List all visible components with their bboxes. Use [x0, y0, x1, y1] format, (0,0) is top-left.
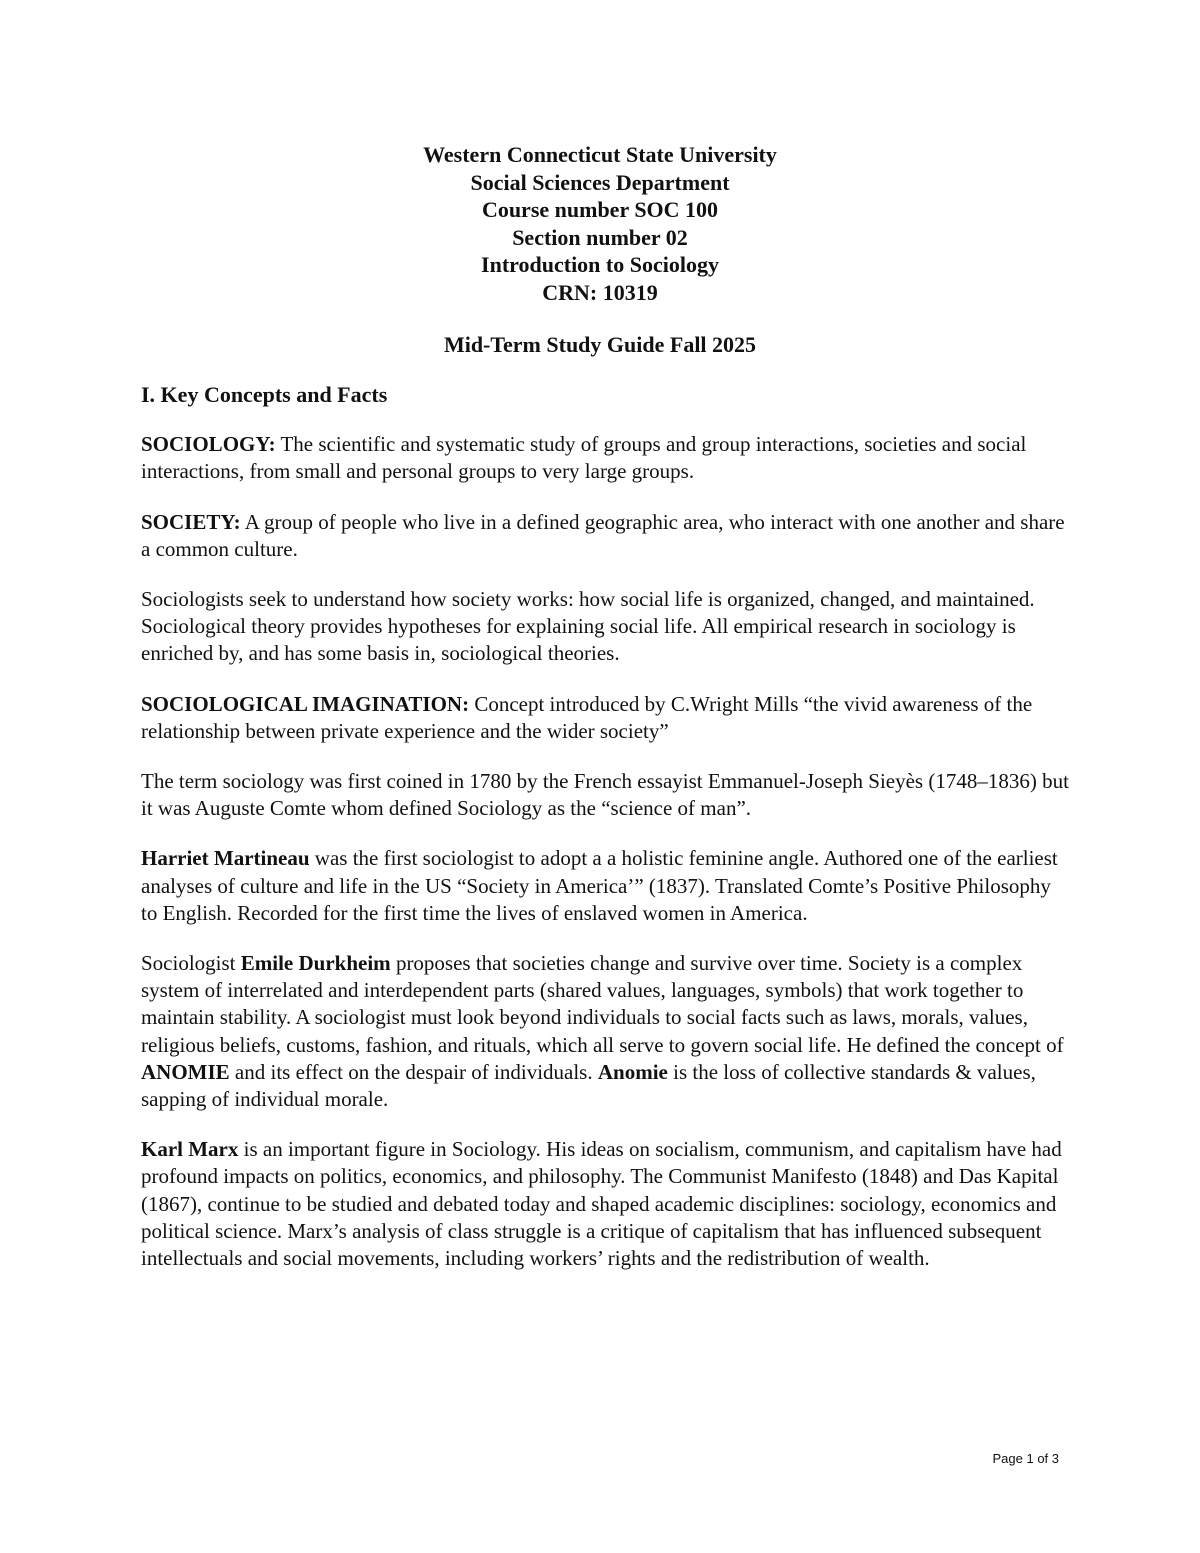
- sociological-imagination-term: SOCIOLOGICAL IMAGINATION:: [141, 691, 470, 716]
- anomie-term: Anomie: [597, 1059, 668, 1084]
- durkheim-text-1: proposes that societies change and survive over time. Society is a complex system of interrelated and interdependent parts (shared values, languages, symbols) that work together to maintain stability. A sociologist must look beyond individuals to social facts such as laws, morals, values, religious beliefs, customs, fashion, and rituals, which all serve to govern social life. He defined the concept of: [141, 951, 1064, 1057]
- course-title: Introduction to Sociology: [481, 252, 719, 277]
- course-number: Course number SOC 100: [481, 197, 719, 222]
- marx-paragraph: [141, 1136, 1071, 1272]
- section-number: Section number 02: [512, 224, 688, 250]
- page-number: Page 1 of 3: [992, 1451, 1059, 1466]
- marx-name: Karl Marx: [141, 1137, 239, 1162]
- martineau-name: Harriet Martineau: [141, 846, 310, 871]
- document-body: [141, 381, 1071, 1295]
- sociological-imagination-text: Concept introduced by C.Wright Mills “the vivid awareness of the relationship between private experience and the wider society”: [141, 691, 1033, 743]
- marx-text: is an important figure in Sociology. His ideas on socialism, communism, and capitalism have had profound impacts on politics, economics, and philosophy. The Communist Manifesto (1848) and Das Kapital (1867), continue to be studied and debated today and shaped academic disciplines: sociology, economics and political science. Marx’s analysis of class struggle is a critique of capitalism that has influenced subsequent intellectuals and social movements, including workers’ rights and the redistribution of wealth.: [141, 1137, 1062, 1271]
- society-definition: [141, 509, 1071, 563]
- society-text: A group of people who live in a defined geographic area, who interact with one another and share a common culture.: [141, 509, 1065, 561]
- sociology-text: The scientific and systematic study of groups and group interactions, societies and social interactions, from small and personal groups to very large groups.: [141, 432, 1027, 484]
- guide-title: Mid-Term Study Guide Fall 2025: [443, 332, 757, 357]
- document-header: [0, 141, 1200, 306]
- sociology-term: SOCIOLOGY:: [141, 432, 276, 457]
- durkheim-paragraph: [141, 950, 1071, 1113]
- crn: CRN: 10319: [542, 279, 658, 305]
- term-origin-paragraph: The term sociology was first coined in 1780 by the French essayist Emmanuel-Joseph Sieyès (1748–1836) but it was Auguste Comte whom defined Sociology as the “science of man”.: [141, 769, 1069, 821]
- section-heading: I. Key Concepts and Facts: [141, 382, 388, 407]
- university-name: Western Connecticut State University: [423, 142, 777, 167]
- sociologists-paragraph: Sociologists seek to understand how society works: how social life is organized, changed, and maintained. Sociological theory provides hypotheses for explaining social life. All empirical research in sociology is enriched by, and has some basis in, sociological theories.: [141, 587, 1035, 666]
- department-name: Social Sciences Department: [470, 169, 730, 195]
- anomie-concept: ANOMIE: [141, 1059, 230, 1084]
- sociological-imagination-definition: [141, 691, 1071, 745]
- durkheim-prefix: Sociologist: [141, 951, 241, 976]
- martineau-text: was the first sociologist to adopt a a holistic feminine angle. Authored one of the earliest analyses of culture and life in the US “Society in America’” (1837). Translated Comte’s Positive Philosophy to English. Recorded for the first time the lives of enslaved women in America.: [141, 846, 1058, 925]
- durkheim-text-3: is the loss of collective standards & values, sapping of individual morale.: [141, 1059, 1036, 1112]
- durkheim-name: Emile Durkheim: [240, 951, 391, 976]
- durkheim-text-2: and its effect on the despair of individuals.: [229, 1059, 598, 1084]
- sociology-definition: [141, 431, 1071, 485]
- martineau-paragraph: [141, 845, 1071, 927]
- society-term: SOCIETY:: [141, 509, 241, 534]
